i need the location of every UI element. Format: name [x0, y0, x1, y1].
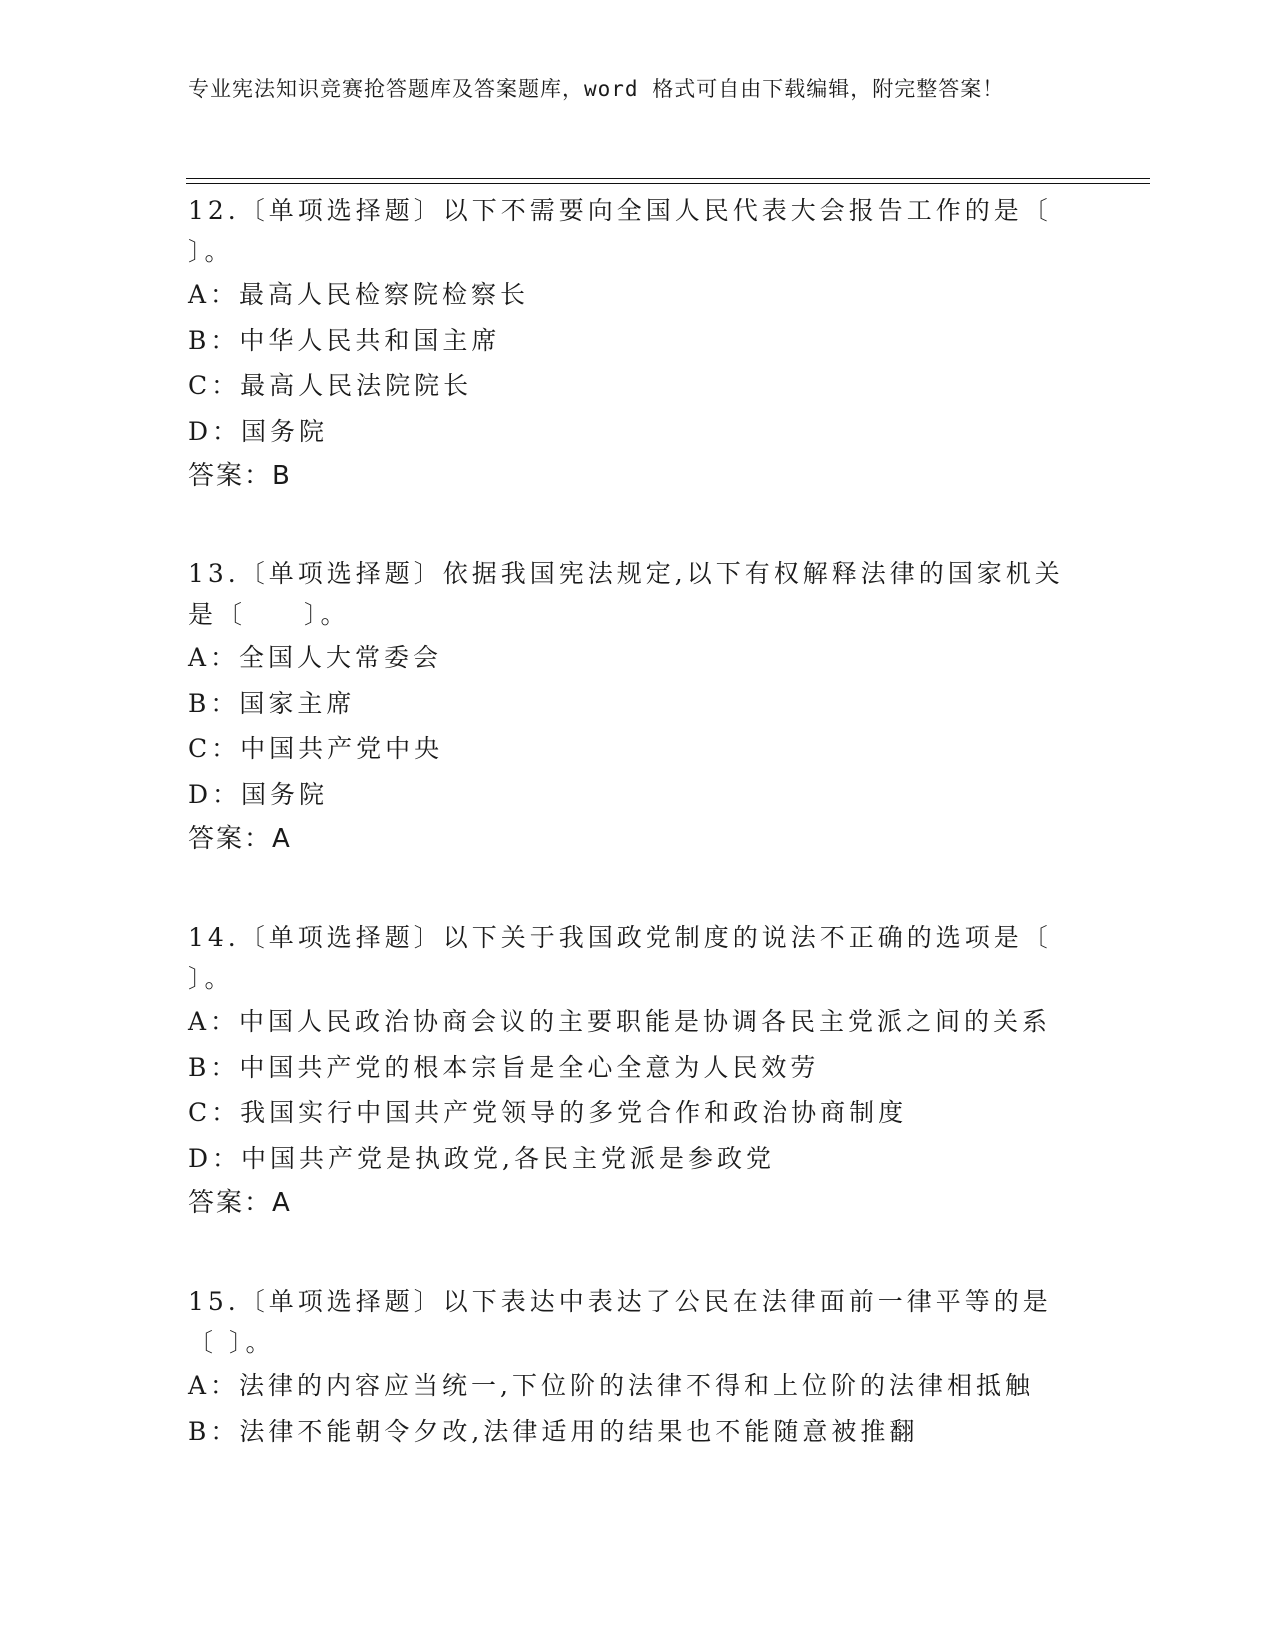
- option-b: B：中国共产党的根本宗旨是全心全意为人民效劳: [188, 1052, 820, 1082]
- question-stem: 12.〔单项选择题〕以下不需要向全国人民代表大会报告工作的是〔 〕。: [188, 196, 1052, 266]
- header-divider-top: [186, 178, 1150, 179]
- option-a: A：法律的内容应当统一,下位阶的法律不得和上位阶的法律相抵触: [188, 1371, 1035, 1400]
- question-stem: 15.〔单项选择题〕以下表达中表达了公民在法律面前一律平等的是〔 〕。: [188, 1287, 1052, 1357]
- question-15: [188, 1281, 1068, 1454]
- option-b: B：法律不能朝令夕改,法律适用的结果也不能随意被推翻: [188, 1416, 919, 1446]
- answer-line: 答案：A: [188, 1188, 292, 1218]
- question-stem: 14.〔单项选择题〕以下关于我国政党制度的说法不正确的选项是〔 〕。: [188, 923, 1052, 993]
- answer-line: 答案：B: [188, 461, 292, 491]
- page-header-title: 专业宪法知识竞赛抢答题库及答案题库，word 格式可自由下载编辑，附完整答案！: [188, 77, 1005, 101]
- option-c: C：中国共产党中央: [188, 734, 444, 763]
- header-divider-bottom: [186, 183, 1150, 184]
- question-stem: 13.〔单项选择题〕依据我国宪法规定,以下有权解释法律的国家机关是〔 〕。: [188, 559, 1064, 629]
- option-a: A：中国人民政治协商会议的主要职能是协调各民主党派之间的关系: [188, 1007, 1052, 1036]
- question-13: [188, 553, 1068, 861]
- option-b: B：国家主席: [188, 688, 356, 718]
- question-14: [188, 917, 1068, 1225]
- option-b: B：中华人民共和国主席: [188, 325, 501, 355]
- question-12: [188, 190, 1068, 498]
- answer-line: 答案：A: [188, 824, 292, 854]
- option-c: C：最高人民法院院长: [188, 371, 473, 400]
- option-a: A：全国人大常委会: [188, 643, 443, 672]
- option-a: A：最高人民检察院检察长: [188, 280, 530, 309]
- option-d: D：国务院: [188, 416, 329, 446]
- option-d: D：中国共产党是执政党,各民主党派是参政党: [188, 1143, 775, 1173]
- option-d: D：国务院: [188, 779, 329, 809]
- option-c: C：我国实行中国共产党领导的多党合作和政治协商制度: [188, 1098, 908, 1127]
